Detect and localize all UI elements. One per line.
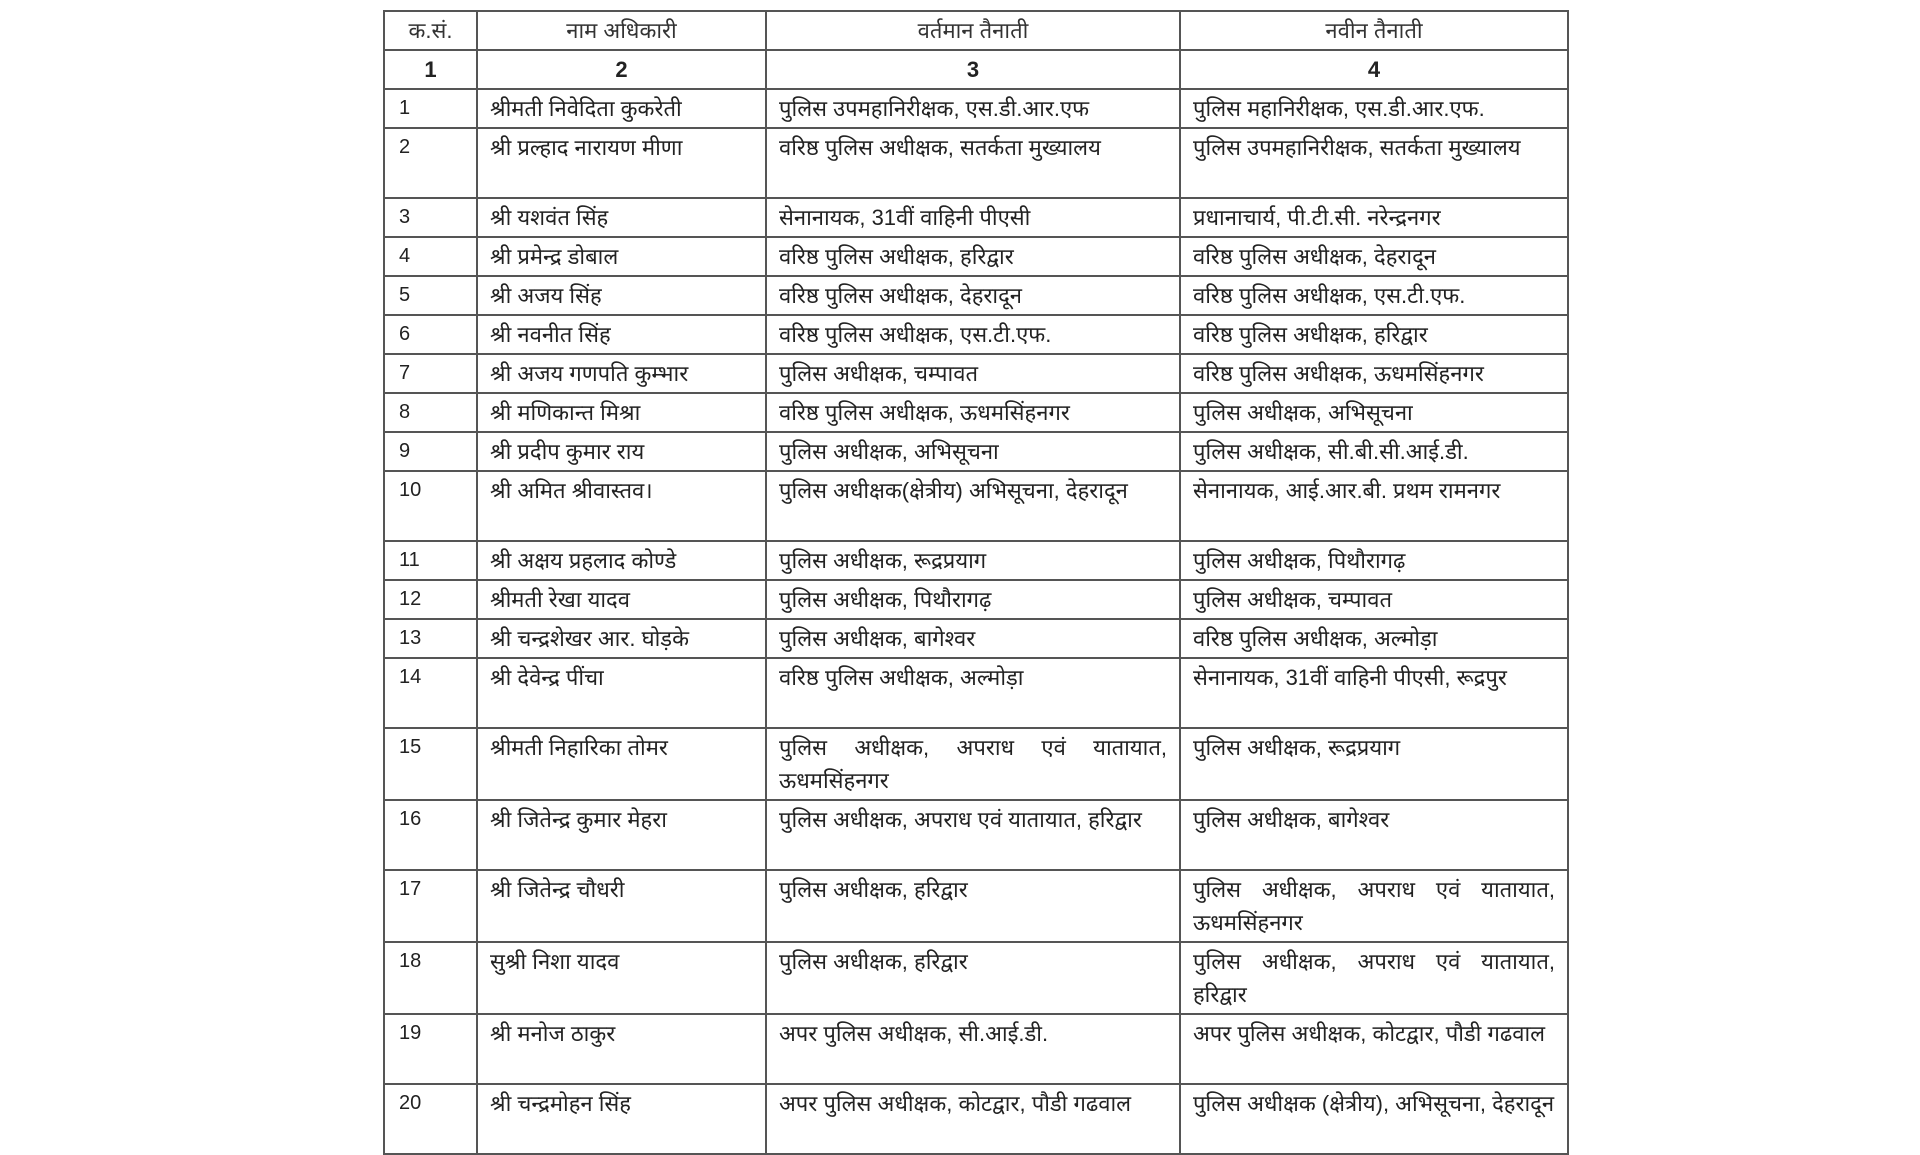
table-row [384,237,1568,276]
table-row [384,541,1568,580]
serial-number-cell: 4 [384,237,477,276]
serial-number-cell: 5 [384,276,477,315]
table-row [384,1084,1568,1154]
serial-number-cell: 8 [384,393,477,432]
table-row [384,89,1568,128]
officer-name-cell: श्री मणिकान्त मिश्रा [477,393,766,432]
table-row [384,658,1568,728]
table-row [384,619,1568,658]
current-posting-cell: वरिष्ठ पुलिस अधीक्षक, ऊधमसिंहनगर [766,393,1180,432]
column-number: 4 [1180,50,1568,89]
table-row [384,1014,1568,1084]
table-row [384,393,1568,432]
current-posting-cell: वरिष्ठ पुलिस अधीक्षक, एस.टी.एफ. [766,315,1180,354]
header-current-posting: वर्तमान तैनाती [766,11,1180,50]
header-serial: क.सं. [384,11,477,50]
current-posting-cell: वरिष्ठ पुलिस अधीक्षक, सतर्कता मुख्यालय [766,128,1180,198]
serial-number-cell: 6 [384,315,477,354]
table-row [384,354,1568,393]
current-posting-cell: अपर पुलिस अधीक्षक, सी.आई.डी. [766,1014,1180,1084]
header-new-posting: नवीन तैनाती [1180,11,1568,50]
new-posting-cell: पुलिस अधीक्षक, अपराध एवं यातायात, हरिद्वार [1180,942,1568,1014]
new-posting-cell: वरिष्ठ पुलिस अधीक्षक, देहरादून [1180,237,1568,276]
new-posting-cell: पुलिस अधीक्षक, अपराध एवं यातायात, ऊधमसिंहनगर [1180,870,1568,942]
table-row [384,800,1568,870]
header-officer-name: नाम अधिकारी [477,11,766,50]
new-posting-cell: वरिष्ठ पुलिस अधीक्षक, ऊधमसिंहनगर [1180,354,1568,393]
new-posting-cell: पुलिस अधीक्षक, चम्पावत [1180,580,1568,619]
current-posting-cell: अपर पुलिस अधीक्षक, कोटद्वार, पौडी गढवाल [766,1084,1180,1154]
current-posting-cell: पुलिस अधीक्षक, हरिद्वार [766,870,1180,942]
new-posting-cell: पुलिस उपमहानिरीक्षक, सतर्कता मुख्यालय [1180,128,1568,198]
serial-number-cell: 17 [384,870,477,942]
current-posting-cell: पुलिस उपमहानिरीक्षक, एस.डी.आर.एफ [766,89,1180,128]
officer-name-cell: श्री अमित श्रीवास्तव। [477,471,766,541]
serial-number-cell: 20 [384,1084,477,1154]
new-posting-cell: पुलिस अधीक्षक, रूद्रप्रयाग [1180,728,1568,800]
officer-name-cell: श्री देवेन्द्र पींचा [477,658,766,728]
new-posting-cell: प्रधानाचार्य, पी.टी.सी. नरेन्द्रनगर [1180,198,1568,237]
table-row [384,728,1568,800]
serial-number-cell: 13 [384,619,477,658]
officer-name-cell: श्री प्रल्हाद नारायण मीणा [477,128,766,198]
new-posting-cell: पुलिस अधीक्षक, पिथौरागढ़ [1180,541,1568,580]
serial-number-cell: 9 [384,432,477,471]
officer-name-cell: श्री चन्द्रशेखर आर. घोड़के [477,619,766,658]
current-posting-cell: सेनानायक, 31वीं वाहिनी पीएसी [766,198,1180,237]
header-row [384,11,1568,50]
current-posting-cell: पुलिस अधीक्षक, अपराध एवं यातायात, हरिद्वार [766,800,1180,870]
serial-number-cell: 19 [384,1014,477,1084]
serial-number-cell: 10 [384,471,477,541]
officer-name-cell: श्री चन्द्रमोहन सिंह [477,1084,766,1154]
serial-number-cell: 11 [384,541,477,580]
current-posting-cell: पुलिस अधीक्षक, चम्पावत [766,354,1180,393]
transfer-table [383,10,1569,1155]
new-posting-cell: पुलिस अधीक्षक, सी.बी.सी.आई.डी. [1180,432,1568,471]
table-row [384,471,1568,541]
new-posting-cell: पुलिस अधीक्षक, बागेश्वर [1180,800,1568,870]
table-row [384,580,1568,619]
new-posting-cell: वरिष्ठ पुलिस अधीक्षक, एस.टी.एफ. [1180,276,1568,315]
officer-name-cell: श्री मनोज ठाकुर [477,1014,766,1084]
table-row [384,432,1568,471]
current-posting-cell: वरिष्ठ पुलिस अधीक्षक, हरिद्वार [766,237,1180,276]
current-posting-cell: वरिष्ठ पुलिस अधीक्षक, अल्मोड़ा [766,658,1180,728]
officer-name-cell: श्रीमती निहारिका तोमर [477,728,766,800]
current-posting-cell: पुलिस अधीक्षक, बागेश्वर [766,619,1180,658]
table-row [384,942,1568,1014]
column-number: 1 [384,50,477,89]
new-posting-cell: वरिष्ठ पुलिस अधीक्षक, हरिद्वार [1180,315,1568,354]
current-posting-cell: वरिष्ठ पुलिस अधीक्षक, देहरादून [766,276,1180,315]
current-posting-cell: पुलिस अधीक्षक(क्षेत्रीय) अभिसूचना, देहरादून [766,471,1180,541]
serial-number-cell: 7 [384,354,477,393]
new-posting-cell: सेनानायक, आई.आर.बी. प्रथम रामनगर [1180,471,1568,541]
current-posting-cell: पुलिस अधीक्षक, पिथौरागढ़ [766,580,1180,619]
serial-number-cell: 16 [384,800,477,870]
new-posting-cell: सेनानायक, 31वीं वाहिनी पीएसी, रूद्रपुर [1180,658,1568,728]
table-row [384,315,1568,354]
current-posting-cell: पुलिस अधीक्षक, रूद्रप्रयाग [766,541,1180,580]
table-row [384,276,1568,315]
serial-number-cell: 15 [384,728,477,800]
officer-name-cell: श्री अजय गणपति कुम्भार [477,354,766,393]
current-posting-cell: पुलिस अधीक्षक, अभिसूचना [766,432,1180,471]
officer-name-cell: श्री जितेन्द्र चौधरी [477,870,766,942]
officer-name-cell: श्री जितेन्द्र कुमार मेहरा [477,800,766,870]
officer-name-cell: सुश्री निशा यादव [477,942,766,1014]
new-posting-cell: पुलिस महानिरीक्षक, एस.डी.आर.एफ. [1180,89,1568,128]
new-posting-cell: पुलिस अधीक्षक (क्षेत्रीय), अभिसूचना, देहरादून [1180,1084,1568,1154]
officer-name-cell: श्री प्रमेन्द्र डोबाल [477,237,766,276]
current-posting-cell: पुलिस अधीक्षक, हरिद्वार [766,942,1180,1014]
column-number: 3 [766,50,1180,89]
serial-number-cell: 18 [384,942,477,1014]
new-posting-cell: वरिष्ठ पुलिस अधीक्षक, अल्मोड़ा [1180,619,1568,658]
new-posting-cell: अपर पुलिस अधीक्षक, कोटद्वार, पौडी गढवाल [1180,1014,1568,1084]
officer-name-cell: श्री अजय सिंह [477,276,766,315]
officer-name-cell: श्री नवनीत सिंह [477,315,766,354]
officer-name-cell: श्री प्रदीप कुमार राय [477,432,766,471]
officer-name-cell: श्री अक्षय प्रहलाद कोण्डे [477,541,766,580]
table-row [384,198,1568,237]
officer-name-cell: श्री यशवंत सिंह [477,198,766,237]
officer-name-cell: श्रीमती निवेदिता कुकरेती [477,89,766,128]
table-row [384,870,1568,942]
serial-number-cell: 3 [384,198,477,237]
officer-name-cell: श्रीमती रेखा यादव [477,580,766,619]
column-number: 2 [477,50,766,89]
current-posting-cell: पुलिस अधीक्षक, अपराध एवं यातायात, ऊधमसिंहनगर [766,728,1180,800]
serial-number-cell: 1 [384,89,477,128]
column-number-row [384,50,1568,89]
serial-number-cell: 12 [384,580,477,619]
serial-number-cell: 2 [384,128,477,198]
new-posting-cell: पुलिस अधीक्षक, अभिसूचना [1180,393,1568,432]
serial-number-cell: 14 [384,658,477,728]
table-row [384,128,1568,198]
